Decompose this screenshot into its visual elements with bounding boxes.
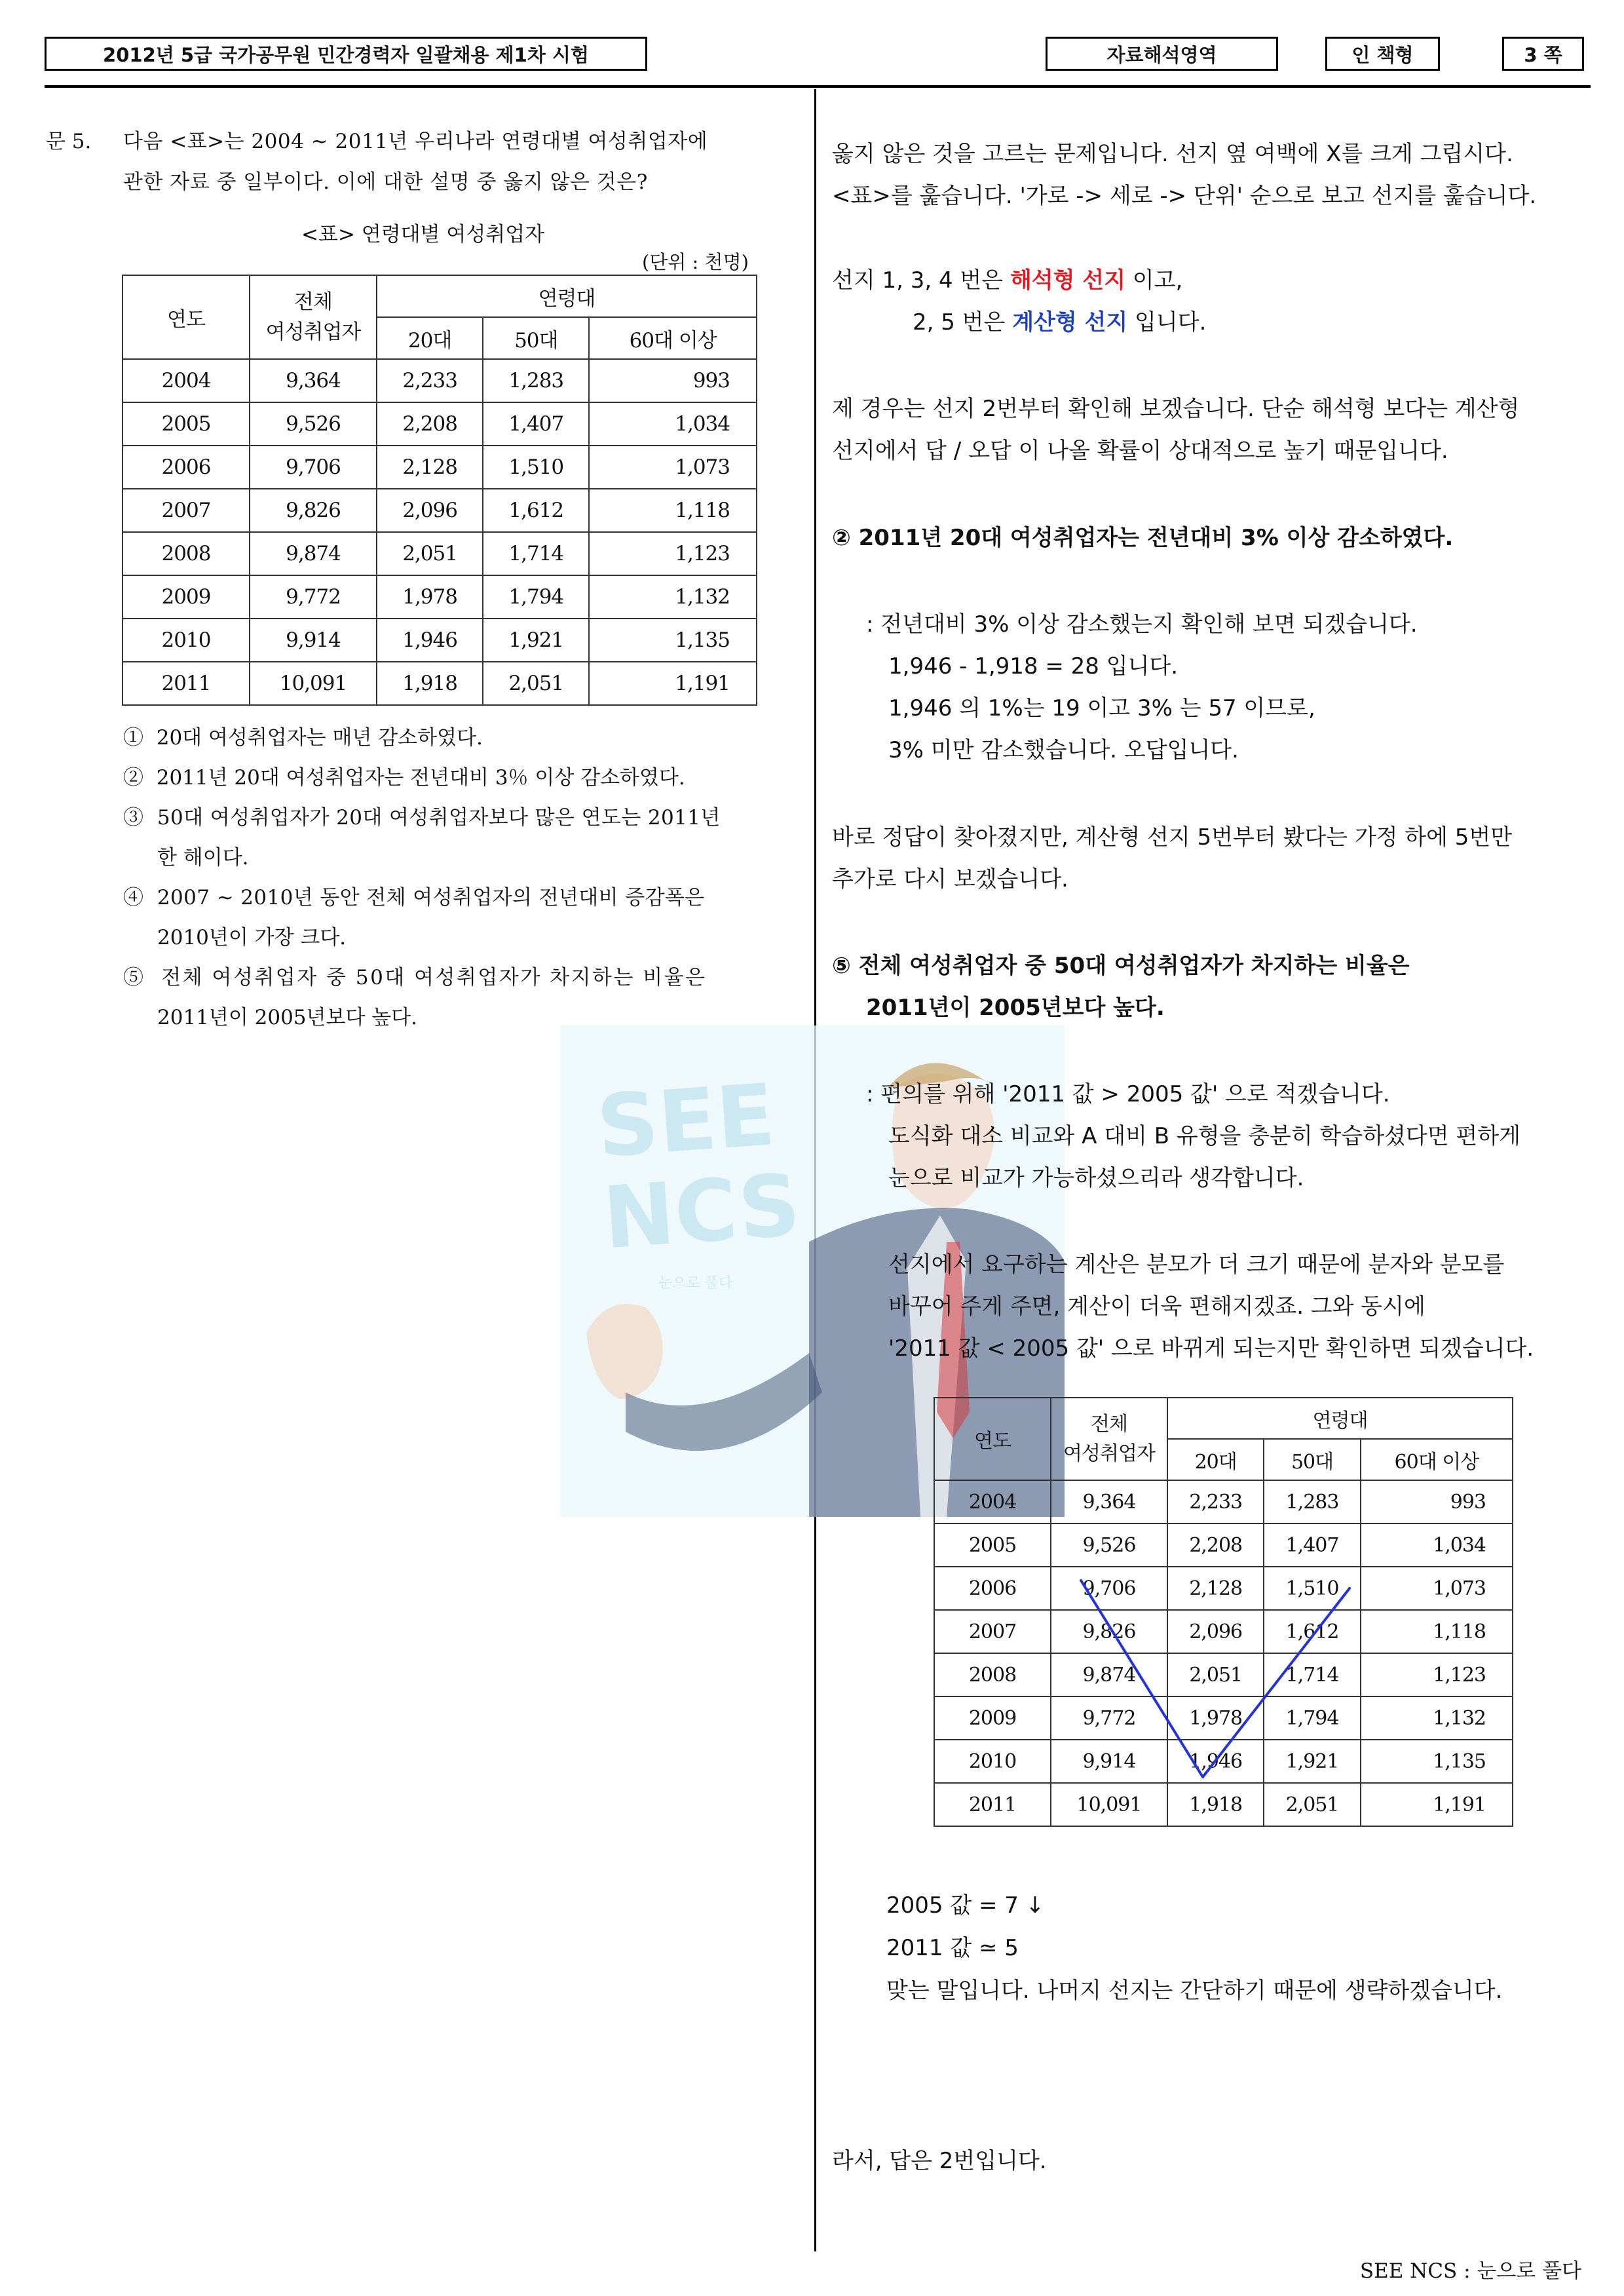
exam-title: 2012년 5급 국가공무원 민간경력자 일괄채용 제1차 시험 xyxy=(103,43,589,66)
cell-age60: 1,132 xyxy=(589,575,757,619)
option-5-analysis-line1: : 편의를 위해 '2011 값 > 2005 값' 으로 적겠습니다. xyxy=(866,1081,1390,1107)
cell-age50: 1,714 xyxy=(1264,1653,1360,1696)
transition-line2: 추가로 다시 보겠습니다. xyxy=(832,866,1068,892)
cell-age20: 2,096 xyxy=(1167,1610,1264,1653)
header-total xyxy=(1051,1398,1167,1480)
cell-age60: 1,118 xyxy=(1361,1610,1513,1653)
cell-age50: 1,510 xyxy=(483,446,589,489)
cell-year: 2007 xyxy=(123,489,250,532)
header-age60: 60대 이상 xyxy=(589,317,757,359)
cell-age60: 1,118 xyxy=(589,489,757,532)
calc-line3: 맞는 말입니다. 나머지 선지는 간단하기 때문에 생략하겠습니다. xyxy=(886,1978,1503,2004)
choice-type-text-a: 선지 1, 3, 4 번은 xyxy=(832,267,1010,294)
cell-total: 9,706 xyxy=(250,446,377,489)
table-row xyxy=(123,446,757,489)
page-number-box xyxy=(1502,37,1584,71)
explanation-intro-line1: 옳지 않은 것을 고르는 문제입니다. 선지 옆 여백에 X를 크게 그립시다. xyxy=(832,141,1513,167)
header-year: 연도 xyxy=(934,1398,1051,1480)
cell-age20: 2,233 xyxy=(377,359,483,402)
cell-age50: 1,714 xyxy=(483,532,589,575)
cell-age50: 1,921 xyxy=(483,619,589,662)
question-number: 문 5. xyxy=(46,130,92,153)
cell-age20: 1,946 xyxy=(1167,1740,1264,1783)
calc-line2: 2011 값 ≃ 5 xyxy=(886,1935,1019,1961)
option-5-analysis-line2: 도식화 대소 비교와 A 대비 B 유형을 충분히 학습하셨다면 편하게 xyxy=(888,1123,1520,1149)
table-row xyxy=(123,662,757,705)
cell-year: 2004 xyxy=(123,359,250,402)
option-2-mark: ② xyxy=(123,766,143,790)
table-row xyxy=(934,1740,1513,1783)
cell-year: 2006 xyxy=(123,446,250,489)
subject-box xyxy=(1046,37,1278,71)
cell-age50: 1,283 xyxy=(1264,1480,1360,1523)
exam-title-box xyxy=(45,37,647,71)
option-2 xyxy=(123,761,685,790)
cell-age60: 1,132 xyxy=(1361,1696,1513,1740)
cell-age60: 993 xyxy=(1361,1480,1513,1523)
cell-year: 2008 xyxy=(123,532,250,575)
option-5-analysis-line6: '2011 값 < 2005 값' 으로 바뀌게 되는지만 확인하면 되겠습니다. xyxy=(888,1335,1534,1362)
cell-year: 2008 xyxy=(934,1653,1051,1696)
cell-total: 9,914 xyxy=(1051,1740,1167,1783)
cell-year: 2005 xyxy=(934,1523,1051,1567)
cell-total: 9,772 xyxy=(250,575,377,619)
option-2-heading: ② 2011년 20대 여성취업자는 전년대비 3% 이상 감소하였다. xyxy=(832,525,1454,551)
cell-age20: 2,128 xyxy=(1167,1567,1264,1610)
question-stem-line2: 관한 자료 중 일부이다. 이에 대한 설명 중 옳지 않은 것은? xyxy=(123,170,648,194)
option-4 xyxy=(123,881,705,910)
cell-total: 9,526 xyxy=(250,402,377,446)
explanation-intro-line2: <표>를 훑습니다. '가로 -> 세로 -> 단위' 순으로 보고 선지를 훑습니다. xyxy=(832,183,1537,209)
cell-age60: 1,073 xyxy=(1361,1567,1513,1610)
cell-age60: 1,191 xyxy=(1361,1783,1513,1826)
table-unit: (단위 : 천명) xyxy=(642,251,749,273)
cell-age50: 1,510 xyxy=(1264,1567,1360,1610)
cell-age20: 2,051 xyxy=(377,532,483,575)
cell-total: 9,826 xyxy=(1051,1610,1167,1653)
cell-age20: 2,051 xyxy=(1167,1653,1264,1696)
footer-brand: SEE NCS : 눈으로 풀다 xyxy=(1359,2259,1581,2283)
question-stem-line1: 다음 <표>는 2004 ~ 2011년 우리나라 연령대별 여성취업자에 xyxy=(123,130,708,153)
cell-age20: 1,978 xyxy=(1167,1696,1264,1740)
cell-age50: 1,612 xyxy=(483,489,589,532)
annotated-data-table xyxy=(934,1397,1513,1827)
option-4-mark: ④ xyxy=(123,886,144,909)
table-row xyxy=(123,532,757,575)
strategy-line2: 선지에서 답 / 오답 이 나올 확률이 상대적으로 높기 때문입니다. xyxy=(832,438,1448,464)
cell-age50: 1,794 xyxy=(483,575,589,619)
table-row xyxy=(934,1480,1513,1523)
cell-year: 2007 xyxy=(934,1610,1051,1653)
cell-age60: 993 xyxy=(589,359,757,402)
cell-total: 9,772 xyxy=(1051,1696,1167,1740)
option-3-mark: ③ xyxy=(123,806,144,830)
cell-age60: 1,135 xyxy=(1361,1740,1513,1783)
table-row xyxy=(123,359,757,402)
calc-line1: 2005 값 = 7 ↓ xyxy=(886,1892,1045,1919)
table-header-row xyxy=(934,1398,1513,1439)
option-2-analysis-line1: : 전년대비 3% 이상 감소했는지 확인해 보면 되겠습니다. xyxy=(866,611,1418,638)
table-row xyxy=(123,575,757,619)
cell-age20: 1,918 xyxy=(377,662,483,705)
cell-age60: 1,034 xyxy=(589,402,757,446)
header-rule xyxy=(45,85,1591,88)
option-3 xyxy=(123,801,721,830)
cell-year: 2006 xyxy=(934,1567,1051,1610)
choice-type-line2 xyxy=(913,304,1206,336)
option-5-heading-line1: ⑤ 전체 여성취업자 중 50대 여성취업자가 차지하는 비율은 xyxy=(832,953,1410,979)
option-2-analysis-line2: 1,946 - 1,918 = 28 입니다. xyxy=(888,653,1179,679)
header-total-line1: 전체 xyxy=(1091,1413,1127,1436)
interpretive-choice-label: 해석형 선지 xyxy=(1010,267,1125,294)
header-total xyxy=(250,275,377,359)
option-3-cont: 한 해이다. xyxy=(157,846,249,870)
data-table xyxy=(122,275,757,706)
cell-total: 10,091 xyxy=(1051,1783,1167,1826)
cell-year: 2010 xyxy=(934,1740,1051,1783)
header-year: 연도 xyxy=(123,275,250,359)
option-5-mark: ⑤ xyxy=(123,966,145,989)
choice-type-text-d: 2, 5 번은 xyxy=(913,309,1013,335)
header-age20: 20대 xyxy=(377,317,483,359)
header-age60: 60대 이상 xyxy=(1361,1439,1513,1480)
cell-year: 2005 xyxy=(123,402,250,446)
option-5-heading-line2: 2011년이 2005년보다 높다. xyxy=(866,995,1165,1021)
option-5-analysis-line3: 눈으로 비교가 가능하셨으리라 생각합니다. xyxy=(888,1165,1304,1191)
cell-age60: 1,135 xyxy=(589,619,757,662)
cell-age60: 1,191 xyxy=(589,662,757,705)
watermark-small-text: 눈으로 풀다 xyxy=(658,1275,733,1292)
table-header-row xyxy=(123,275,757,317)
cell-total: 9,874 xyxy=(1051,1653,1167,1696)
cell-total: 9,826 xyxy=(250,489,377,532)
subject-label: 자료해석영역 xyxy=(1106,43,1217,66)
cell-age60: 1,123 xyxy=(589,532,757,575)
header-age-group: 연령대 xyxy=(377,275,757,317)
final-answer: 라서, 답은 2번입니다. xyxy=(832,2148,1047,2174)
cell-age20: 1,946 xyxy=(377,619,483,662)
header-age50: 50대 xyxy=(1264,1439,1360,1480)
header-total-line2: 여성취업자 xyxy=(1063,1442,1155,1465)
table-row xyxy=(934,1696,1513,1740)
cell-age50: 1,407 xyxy=(483,402,589,446)
cell-age20: 1,978 xyxy=(377,575,483,619)
computational-choice-label: 계산형 선지 xyxy=(1012,309,1128,335)
cell-year: 2011 xyxy=(934,1783,1051,1826)
cell-age20: 2,208 xyxy=(377,402,483,446)
option-5-cont: 2011년이 2005년보다 높다. xyxy=(157,1006,417,1029)
option-3-text: 50대 여성취업자가 20대 여성취업자보다 많은 연도는 2011년 xyxy=(157,806,721,830)
header-total-line2: 여성취업자 xyxy=(265,320,361,344)
cell-total: 9,914 xyxy=(250,619,377,662)
choice-type-text-c: 이고, xyxy=(1125,267,1183,294)
choice-type-line1 xyxy=(832,262,1182,294)
watermark-text-1: SEE xyxy=(594,1065,778,1177)
option-2-analysis-line3: 1,946 의 1%는 19 이고 3% 는 57 이므로, xyxy=(888,695,1315,721)
booklet-box xyxy=(1325,37,1440,71)
option-1 xyxy=(123,721,483,750)
table-row xyxy=(934,1610,1513,1653)
cell-age50: 2,051 xyxy=(483,662,589,705)
cell-age50: 1,612 xyxy=(1264,1610,1360,1653)
header-total-line1: 전체 xyxy=(294,290,332,314)
option-4-text: 2007 ~ 2010년 동안 전체 여성취업자의 전년대비 증감폭은 xyxy=(157,886,705,909)
option-2-analysis-line4: 3% 미만 감소했습니다. 오답입니다. xyxy=(888,737,1239,763)
header-age-group: 연령대 xyxy=(1167,1398,1513,1439)
cell-age20: 2,128 xyxy=(377,446,483,489)
header-age50: 50대 xyxy=(483,317,589,359)
option-1-text: 20대 여성취업자는 매년 감소하였다. xyxy=(156,726,483,750)
table-row xyxy=(934,1653,1513,1696)
cell-age20: 2,096 xyxy=(377,489,483,532)
cell-age50: 1,921 xyxy=(1264,1740,1360,1783)
cell-age50: 2,051 xyxy=(1264,1783,1360,1826)
cell-age60: 1,123 xyxy=(1361,1653,1513,1696)
cell-total: 10,091 xyxy=(250,662,377,705)
cell-total: 9,874 xyxy=(250,532,377,575)
table-row xyxy=(123,489,757,532)
table-caption: <표> 연령대별 여성취업자 xyxy=(301,223,545,246)
option-5-analysis-line4: 선지에서 요구하는 계산은 분모가 더 크기 때문에 분자와 분모를 xyxy=(888,1252,1505,1278)
option-5 xyxy=(123,961,707,990)
option-1-mark: ① xyxy=(123,726,143,750)
transition-line1: 바로 정답이 찾아졌지만, 계산형 선지 5번부터 봤다는 가정 하에 5번만 xyxy=(832,824,1513,851)
table-row xyxy=(934,1783,1513,1826)
table-row xyxy=(123,619,757,662)
cell-total: 9,364 xyxy=(1051,1480,1167,1523)
cell-age20: 1,918 xyxy=(1167,1783,1264,1826)
option-2-text: 2011년 20대 여성취업자는 전년대비 3％ 이상 감소하였다. xyxy=(156,766,685,790)
cell-year: 2009 xyxy=(123,575,250,619)
cell-age20: 2,208 xyxy=(1167,1523,1264,1567)
cell-age20: 2,233 xyxy=(1167,1480,1264,1523)
cell-year: 2010 xyxy=(123,619,250,662)
booklet-label: 인 책형 xyxy=(1351,43,1414,66)
table-row xyxy=(934,1567,1513,1610)
cell-age50: 1,283 xyxy=(483,359,589,402)
cell-total: 9,364 xyxy=(250,359,377,402)
choice-type-text-f: 입니다. xyxy=(1127,309,1207,335)
header-age20: 20대 xyxy=(1167,1439,1264,1480)
cell-age60: 1,034 xyxy=(1361,1523,1513,1567)
cell-year: 2004 xyxy=(934,1480,1051,1523)
table-row xyxy=(934,1523,1513,1567)
watermark-text-2: NCS xyxy=(599,1155,804,1269)
option-5-text: 전체 여성취업자 중 50대 여성취업자가 차지하는 비율은 xyxy=(161,966,707,989)
page-number: 3 쪽 xyxy=(1524,43,1562,66)
cell-age50: 1,407 xyxy=(1264,1523,1360,1567)
cell-year: 2011 xyxy=(123,662,250,705)
table-row xyxy=(123,402,757,446)
cell-age60: 1,073 xyxy=(589,446,757,489)
cell-total: 9,526 xyxy=(1051,1523,1167,1567)
option-5-analysis-line5: 바꾸어 주게 주면, 계산이 더욱 편해지겠죠. 그와 동시에 xyxy=(888,1293,1426,1320)
cell-age50: 1,794 xyxy=(1264,1696,1360,1740)
option-4-cont: 2010년이 가장 크다. xyxy=(157,926,347,949)
cell-year: 2009 xyxy=(934,1696,1051,1740)
strategy-line1: 제 경우는 선지 2번부터 확인해 보겠습니다. 단순 해석형 보다는 계산형 xyxy=(832,396,1520,422)
cell-total: 9,706 xyxy=(1051,1567,1167,1610)
